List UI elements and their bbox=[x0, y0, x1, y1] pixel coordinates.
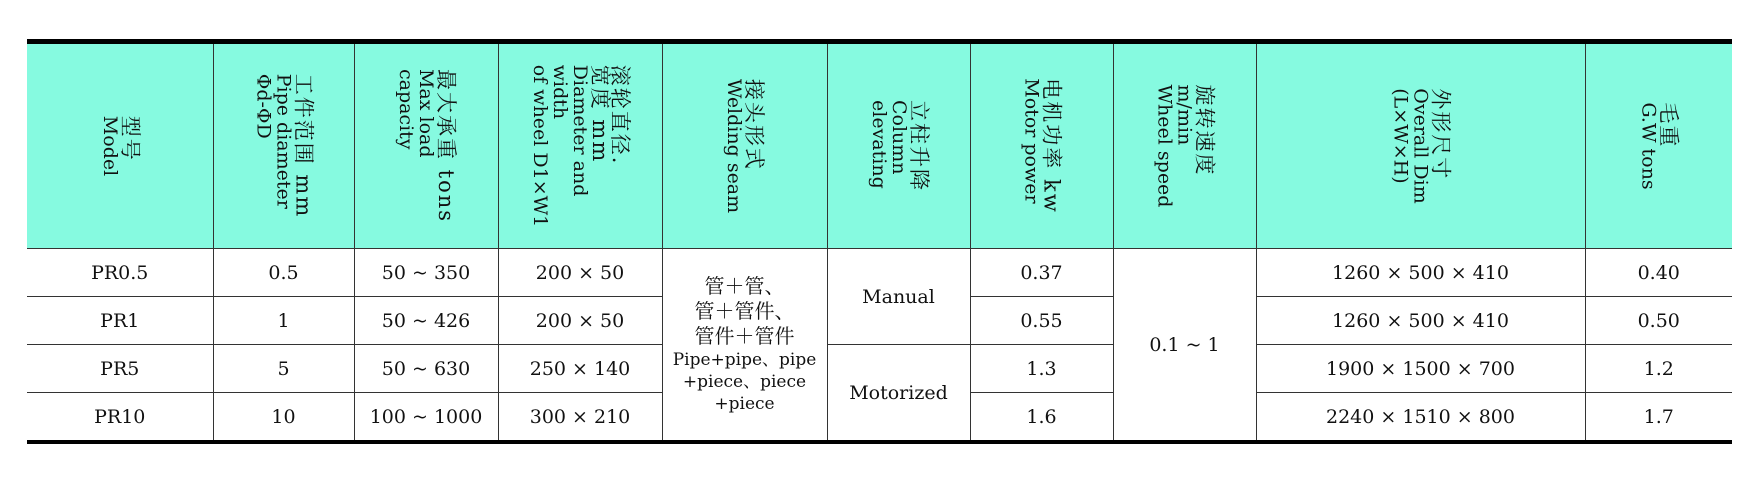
cell-dim: 2240 × 1510 × 800 bbox=[1256, 393, 1585, 443]
cell-load: 50 ~ 426 bbox=[354, 297, 498, 345]
cell-load: 100 ~ 1000 bbox=[354, 393, 498, 443]
spec-table bbox=[27, 39, 1732, 444]
seam-en-line: +piece、piece bbox=[682, 372, 807, 392]
cell-pipe: 1 bbox=[213, 297, 354, 345]
header-row bbox=[27, 42, 1732, 249]
header-motor-power bbox=[970, 42, 1113, 249]
header-en: width bbox=[548, 64, 571, 120]
cell-gw: 0.50 bbox=[1585, 297, 1732, 345]
cell-power: 0.55 bbox=[970, 297, 1113, 345]
header-gross-weight bbox=[1585, 42, 1732, 249]
cell-column-manual: Manual bbox=[827, 249, 970, 345]
cell-power: 1.3 bbox=[970, 345, 1113, 393]
cell-load: 50 ~ 630 bbox=[354, 345, 498, 393]
header-cn: 滚轮直径. bbox=[607, 64, 632, 166]
header-cn: 电机功率 kw bbox=[1039, 78, 1064, 214]
header-en: Model bbox=[98, 115, 121, 177]
cell-load: 50 ~ 350 bbox=[354, 249, 498, 297]
header-en: Overall Dim bbox=[1409, 88, 1432, 204]
header-en: of wheel D1×W1 bbox=[528, 64, 551, 228]
header-en: G.W tons bbox=[1637, 102, 1660, 190]
cell-dim: 1260 × 500 × 410 bbox=[1256, 297, 1585, 345]
seam-cn-line: 管＋管、 bbox=[704, 274, 785, 298]
header-en: Φd-ΦD bbox=[252, 73, 275, 139]
header-en: Wheel speed bbox=[1153, 84, 1176, 208]
cell-gw: 0.40 bbox=[1585, 249, 1732, 297]
header-en: capacity bbox=[395, 68, 417, 150]
header-model bbox=[27, 42, 213, 249]
header-column-elevating bbox=[827, 42, 970, 249]
header-overall-dim bbox=[1256, 42, 1585, 249]
cell-dim: 1900 × 1500 × 700 bbox=[1256, 345, 1585, 393]
cell-wheel: 250 × 140 bbox=[498, 345, 662, 393]
cell-wheel: 200 × 50 bbox=[498, 249, 662, 297]
header-en: Column bbox=[887, 100, 910, 175]
cell-gw: 1.7 bbox=[1585, 393, 1732, 443]
cell-pipe: 5 bbox=[213, 345, 354, 393]
seam-cn-line: 管件＋管件 bbox=[694, 324, 795, 348]
cell-dim: 1260 × 500 × 410 bbox=[1256, 249, 1585, 297]
header-cn: 型号 bbox=[117, 115, 142, 162]
header-en: Max load bbox=[415, 68, 437, 158]
header-cn: 旋转速度 bbox=[1192, 84, 1217, 177]
cell-pipe: 10 bbox=[213, 393, 354, 443]
cell-power: 1.6 bbox=[970, 393, 1113, 443]
seam-en-line: Pipe+pipe、pipe bbox=[672, 350, 817, 370]
header-cn: 宽度 mm bbox=[587, 64, 612, 164]
table-row bbox=[27, 345, 1732, 393]
cell-model: PR5 bbox=[27, 345, 213, 393]
cell-model: PR1 bbox=[27, 297, 213, 345]
header-en: Motor power bbox=[1020, 78, 1043, 204]
header-en: Pipe diameter bbox=[272, 73, 295, 209]
header-cn: 外形尺寸 bbox=[1428, 88, 1453, 181]
cell-wheel: 200 × 50 bbox=[498, 297, 662, 345]
header-wheel-speed bbox=[1113, 42, 1256, 249]
cell-power: 0.37 bbox=[970, 249, 1113, 297]
header-wheel-size bbox=[498, 42, 662, 249]
spec-table-container bbox=[27, 39, 1732, 444]
header-cn: 最大承重 tons bbox=[434, 68, 458, 224]
header-cn: 接头形式 bbox=[742, 78, 767, 171]
seam-cn-line: 管＋管件、 bbox=[694, 299, 795, 323]
cell-welding-seam bbox=[662, 249, 827, 443]
header-cn: 立柱升降 bbox=[906, 100, 931, 192]
header-en: Diameter and bbox=[568, 64, 591, 197]
header-cn: 工件范围 mm bbox=[291, 73, 316, 219]
cell-wheel: 300 × 210 bbox=[498, 393, 662, 443]
seam-en-line: +piece bbox=[714, 394, 775, 414]
cell-wheel-speed: 0.1 ~ 1 bbox=[1113, 249, 1256, 443]
header-en: m/min bbox=[1173, 84, 1196, 146]
cell-pipe: 0.5 bbox=[213, 249, 354, 297]
cell-model: PR10 bbox=[27, 393, 213, 443]
cell-column-motorized: Motorized bbox=[827, 345, 970, 443]
header-cn: 毛重 bbox=[1656, 102, 1681, 149]
header-en: elevating bbox=[867, 100, 890, 189]
header-en: (L×W×H) bbox=[1389, 88, 1412, 184]
table-row bbox=[27, 249, 1732, 297]
header-pipe-diameter bbox=[213, 42, 354, 249]
cell-model: PR0.5 bbox=[27, 249, 213, 297]
header-welding-seam bbox=[662, 42, 827, 249]
header-max-load bbox=[354, 42, 498, 249]
cell-gw: 1.2 bbox=[1585, 345, 1732, 393]
header-en: Welding seam bbox=[723, 78, 746, 214]
